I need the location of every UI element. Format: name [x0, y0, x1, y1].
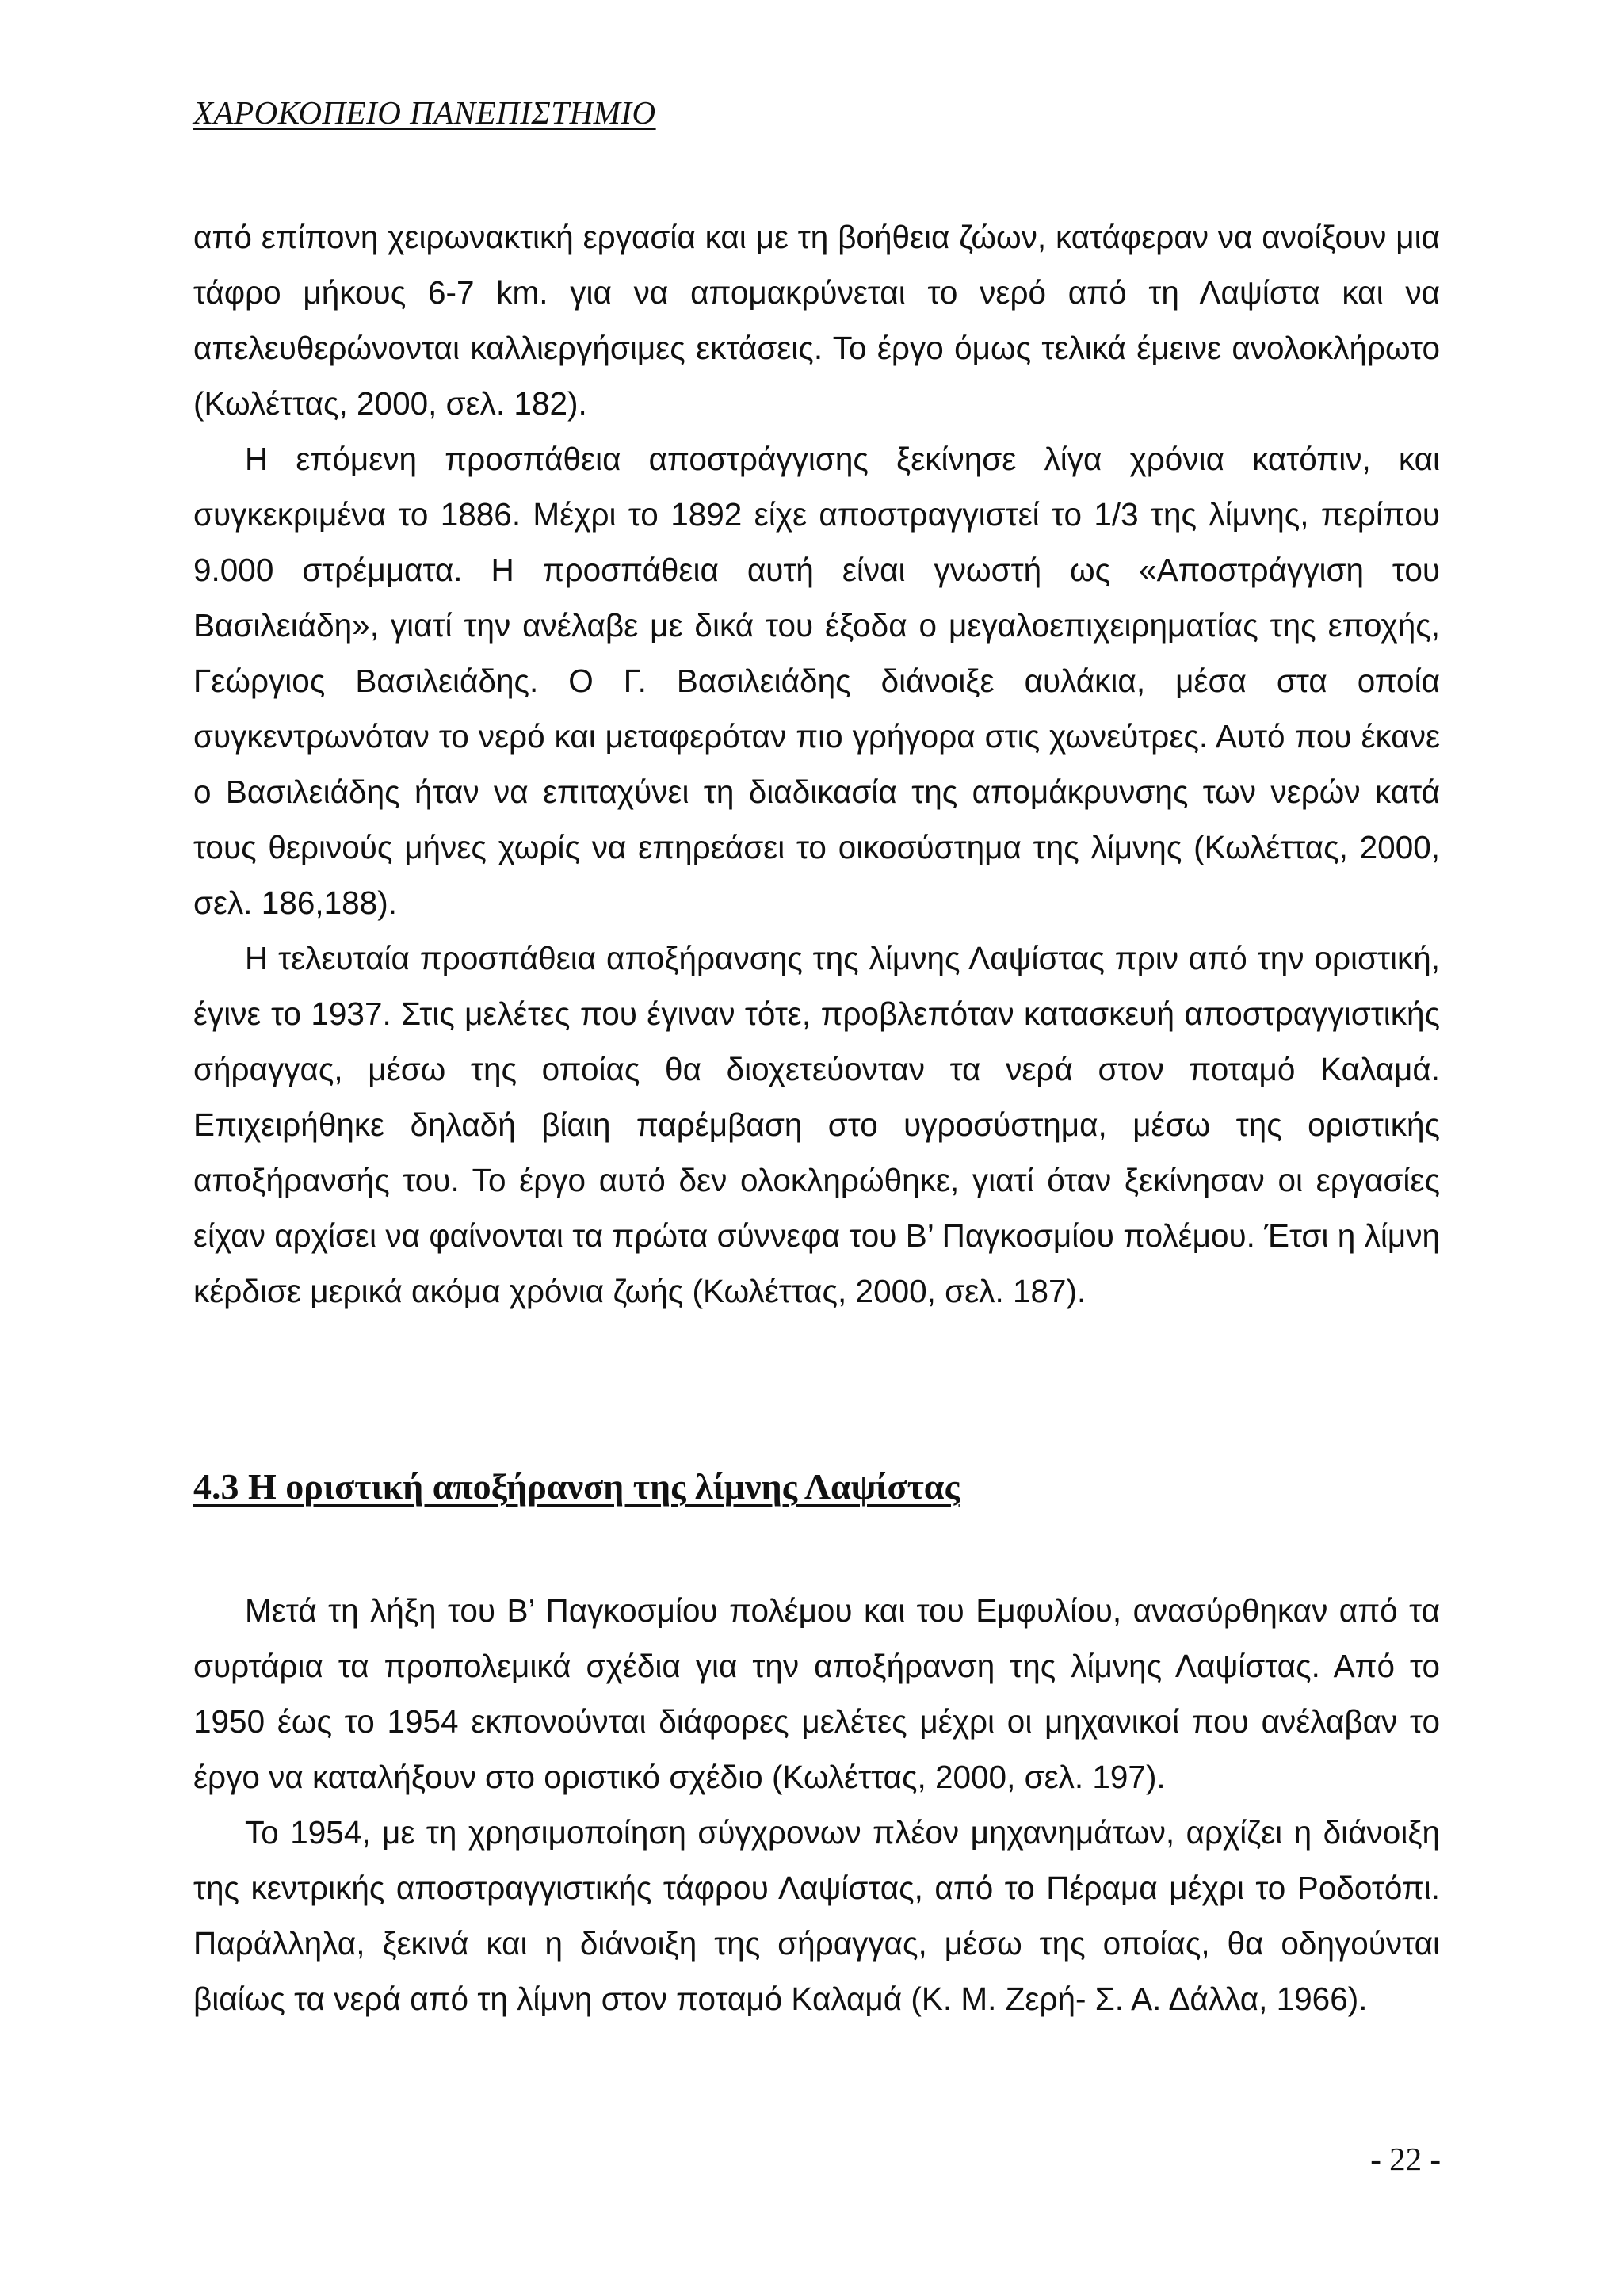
section-heading: 4.3 Η οριστική αποξήρανση της λίμνης Λαψίστας: [193, 1466, 960, 1507]
running-header: ΧΑΡΟΚΟΠΕΙΟ ΠΑΝΕΠΙΣΤΗΜΙΟ: [193, 94, 656, 131]
body-text-top: [193, 209, 1440, 1319]
body-text-bottom: [193, 1583, 1440, 2027]
paragraph-continuation: από επίπονη χειρωνακτική εργασία και με τη βοήθεια ζώων, κατάφεραν να ανοίξουν μια τάφρο μήκους 6-7 km. για να απομακρύνεται το νερό από τη Λαψίστα και να απελευθερώνονται καλλιεργήσιμες εκτάσεις. Το έργο όμως τελικά έμεινε ανολοκλήρωτο (Κωλέττας, 2000, σελ. 182).: [193, 219, 1440, 422]
paragraph-postwar-plans: Μετά τη λήξη του Β’ Παγκοσμίου πολέμου και του Εμφυλίου, ανασύρθηκαν από τα συρτάρια τα προπολεμικά σχέδια για την αποξήρανση της λίμνης Λαψίστας. Από το 1950 έως το 1954 εκπονούνται διάφορες μελέτες μέχρι οι μηχανικοί που ανέλαβαν το έργο να καταλήξουν στο οριστικό σχέδιο (Κωλέττας, 2000, σελ. 197).: [193, 1592, 1440, 1795]
paragraph-1937-attempt: Η τελευταία προσπάθεια αποξήρανσης της λίμνης Λαψίστας πριν από την οριστική, έγινε το 1937. Στις μελέτες που έγιναν τότε, προβλεπόταν κατασκευή αποστραγγιστικής σήραγγας, μέσω της οποίας θα διοχετεύονταν τα νερά στον ποταμό Καλαμά. Επιχειρήθηκε δηλαδή βίαιη παρέμβαση στο υγροσύστημα, μέσω της οριστικής αποξήρανσής του. Το έργο αυτό δεν ολοκληρώθηκε, γιατί όταν ξεκίνησαν οι εργασίες είχαν αρχίσει να φαίνονται τα πρώτα σύννεφα του Β’ Παγκοσμίου πολέμου. Έτσι η λίμνη κέρδισε μερικά ακόμα χρόνια ζωής (Κωλέττας, 2000, σελ. 187).: [193, 940, 1440, 1309]
paragraph-1954-works: Το 1954, με τη χρησιμοποίηση σύγχρονων πλέον μηχανημάτων, αρχίζει η διάνοιξη της κεντρικής αποστραγγιστικής τάφρου Λαψίστας, από το Πέραμα μέχρι το Ροδοτόπι. Παράλληλα, ξεκινά και η διάνοιξη της σήραγγας, μέσω της οποίας, θα οδηγούνται βιαίως τα νερά από τη λίμνη στον ποταμό Καλαμά (Κ. Μ. Ζερή- Σ. Α. Δάλλα, 1966).: [193, 1814, 1440, 2017]
page-number: - 22 -: [1370, 2141, 1441, 2177]
paragraph-vasileiadis: Η επόμενη προσπάθεια αποστράγγισης ξεκίνησε λίγα χρόνια κατόπιν, και συγκεκριμένα το 1886. Μέχρι το 1892 είχε αποστραγγιστεί το 1/3 της λίμνης, περίπου 9.000 στρέμματα. Η προσπάθεια αυτή είναι γνωστή ως «Αποστράγγιση του Βασιλειάδη», γιατί την ανέλαβε με δικά του έξοδα ο μεγαλοεπιχειρηματίας της εποχής, Γεώργιος Βασιλειάδης. Ο Γ. Βασιλειάδης διάνοιξε αυλάκια, μέσα στα οποία συγκεντρωνόταν το νερό και μεταφερόταν πιο γρήγορα στις χωνεύτρες. Αυτό που έκανε ο Βασιλειάδης ήταν να επιταχύνει τη διαδικασία της απομάκρυνσης των νερών κατά τους θερινούς μήνες χωρίς να επηρεάσει το οικοσύστημα της λίμνης (Κωλέττας, 2000, σελ. 186,188).: [193, 441, 1440, 921]
